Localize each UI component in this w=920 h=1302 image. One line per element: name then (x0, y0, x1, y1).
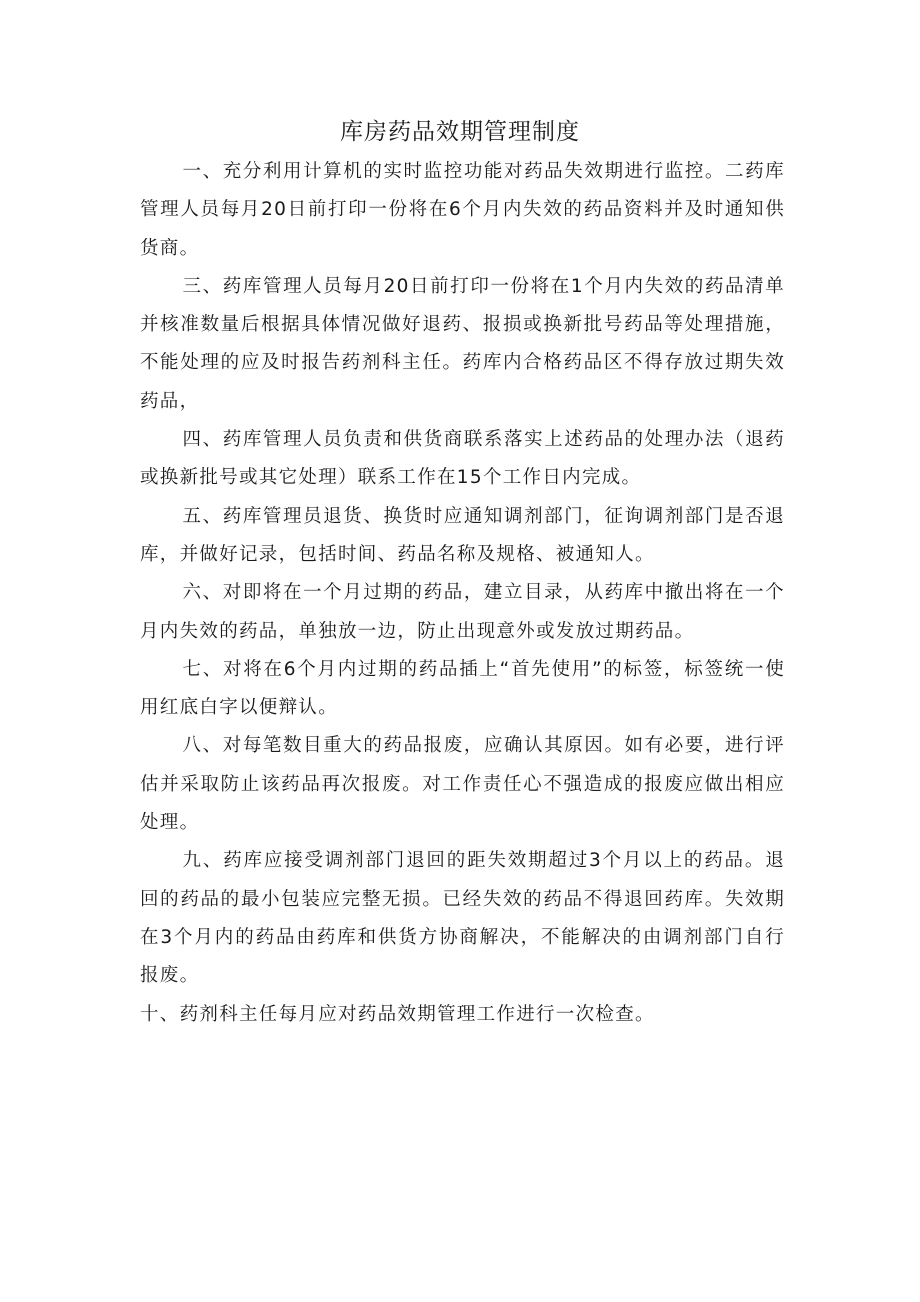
paragraph-4: 四、药库管理人员负责和供货商联系落实上述药品的处理办法（退药或换新批号或其它处理）联系工作在15个工作日内完成。 (140, 429, 785, 489)
paragraph-6: 六、对即将在一个月过期的药品，建立目录，从药库中撤出将在一个月内失效的药品，单独放一边，防止出现意外或发放过期药品。 (140, 582, 785, 642)
paragraph-3: 三、药库管理人员每月20日前打印一份将在1个月内失效的药品清单并核准数量后根据具体情况做好退药、报损或换新批号药品等处理措施，不能处理的应及时报告药剂科主任。药库内合格药品区不得存放过期失效药品， (140, 275, 785, 412)
paragraph-7: 七、对将在6个月内过期的药品插上“首先使用”的标签，标签统一使用红底白字以便辩认。 (140, 658, 785, 719)
paragraph-10: 十、药剂科主任每月应对药品效期管理工作进行一次检查。 (140, 1003, 655, 1025)
document-body (140, 153, 785, 1034)
paragraph-5: 五、药库管理员退货、换货时应通知调剂部门，征询调剂部门是否退库，并做好记录，包括时间、药品名称及规格、被通知人。 (140, 505, 785, 565)
paragraph-9: 九、药库应接受调剂部门退回的距失效期超过3个月以上的药品。退回的药品的最小包装应完整无损。已经失效的药品不得退回药库。失效期在3个月内的药品由药库和供货方协商解决，不能解决的由调剂部门自行报废。 (140, 850, 785, 987)
document-title: 库房药品效期管理制度 (340, 119, 580, 145)
paragraph-1: 一、充分利用计算机的实时监控功能对药品失效期进行监控。二药库管理人员每月20日前打印一份将在6个月内失效的药品资料并及时通知供货商。 (140, 161, 785, 259)
paragraph-8: 八、对每笔数目重大的药品报废，应确认其原因。如有必要，进行评估并采取防止该药品再次报废。对工作责任心不强造成的报废应做出相应处理。 (140, 735, 785, 834)
